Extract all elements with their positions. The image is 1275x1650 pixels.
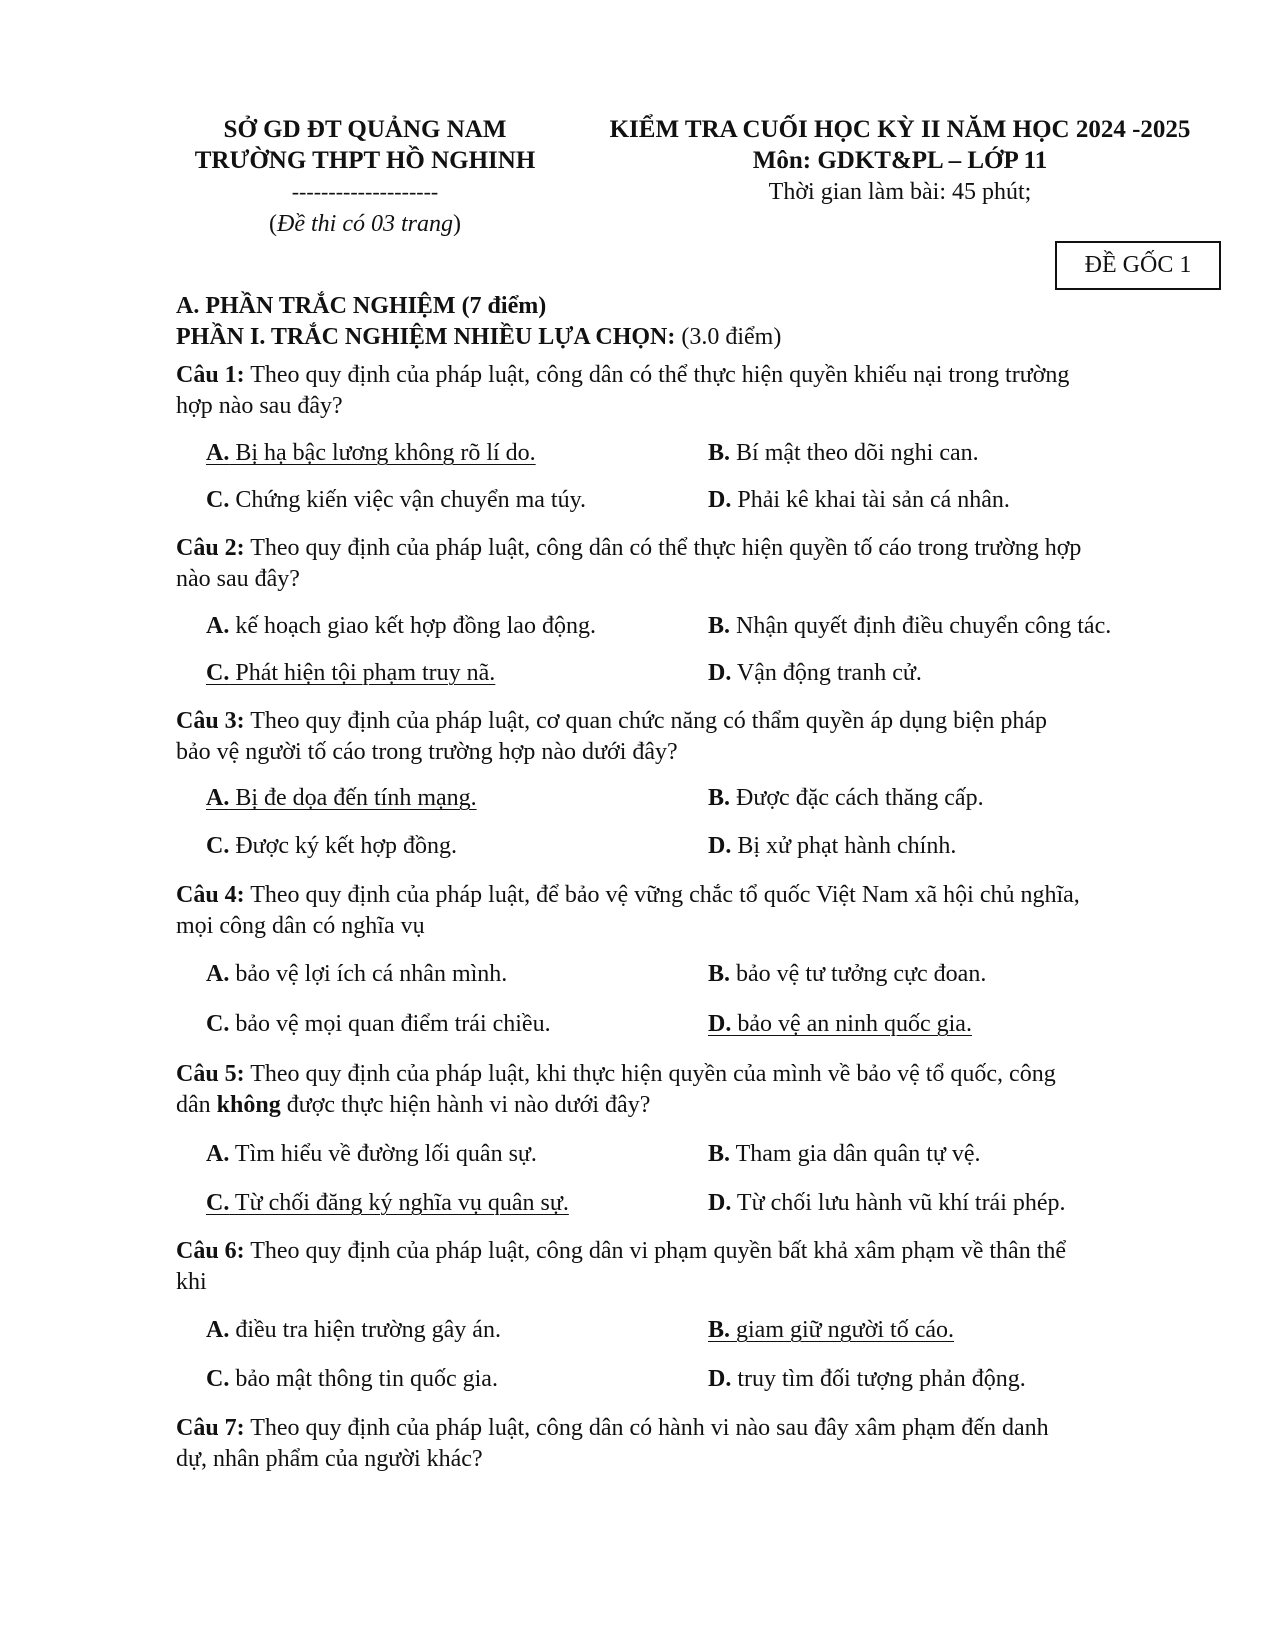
- q1-option-a[interactable]: A. Bị hạ bậc lương không rõ lí do.: [206, 440, 536, 466]
- q5-option-c[interactable]: C. Từ chối đăng ký nghĩa vụ quân sự.: [206, 1190, 569, 1216]
- part1-title: PHẦN I. TRẮC NGHIỆM NHIỀU LỰA CHỌN: (3.0 điểm): [176, 324, 782, 350]
- q4-option-c[interactable]: C. bảo vệ mọi quan điểm trái chiều.: [206, 1011, 551, 1037]
- question-1: Câu 1: Theo quy định của pháp luật, công dân có thể thực hiện quyền khiếu nại trong trường: [176, 362, 1070, 388]
- question-6: Câu 6: Theo quy định của pháp luật, công dân vi phạm quyền bất khả xâm phạm về thân thể: [176, 1238, 1067, 1264]
- q5-option-d[interactable]: D. Từ chối lưu hành vũ khí trái phép.: [708, 1190, 1066, 1216]
- question-4-cont: mọi công dân có nghĩa vụ: [176, 913, 425, 939]
- question-4: Câu 4: Theo quy định của pháp luật, để bảo vệ vững chắc tổ quốc Việt Nam xã hội chủ nghĩa,: [176, 882, 1080, 908]
- question-6-cont: khi: [176, 1269, 207, 1295]
- question-2-cont: nào sau đây?: [176, 566, 300, 592]
- q3-option-c[interactable]: C. Được ký kết hợp đồng.: [206, 833, 458, 859]
- header-divider: --------------------: [291, 179, 439, 204]
- question-3-cont: bảo vệ người tố cáo trong trường hợp nào dưới đây?: [176, 739, 678, 765]
- q4-option-b[interactable]: B. bảo vệ tư tưởng cực đoan.: [708, 961, 987, 987]
- q1-option-b[interactable]: B. Bí mật theo dõi nghi can.: [708, 440, 979, 466]
- question-7: Câu 7: Theo quy định của pháp luật, công dân có hành vi nào sau đây xâm phạm đến danh: [176, 1415, 1049, 1441]
- q6-option-d[interactable]: D. truy tìm đối tượng phản động.: [708, 1366, 1026, 1392]
- q2-option-d[interactable]: D. Vận động tranh cử.: [708, 660, 922, 686]
- q1-option-c[interactable]: C. Chứng kiến việc vận chuyển ma túy.: [206, 487, 587, 513]
- section-a-title: A. PHẦN TRẮC NGHIỆM (7 điểm): [176, 293, 547, 319]
- question-1-cont: hợp nào sau đây?: [176, 393, 343, 419]
- question-5: Câu 5: Theo quy định của pháp luật, khi thực hiện quyền của mình về bảo vệ tổ quốc, công: [176, 1061, 1056, 1087]
- q3-option-b[interactable]: B. Được đặc cách thăng cấp.: [708, 785, 984, 811]
- q3-option-a[interactable]: A. Bị đe dọa đến tính mạng.: [206, 785, 477, 811]
- question-3: Câu 3: Theo quy định của pháp luật, cơ quan chức năng có thẩm quyền áp dụng biện pháp: [176, 708, 1048, 734]
- q6-option-c[interactable]: C. bảo mật thông tin quốc gia.: [206, 1366, 498, 1392]
- q5-option-a[interactable]: A. Tìm hiểu về đường lối quân sự.: [206, 1141, 537, 1167]
- q1-option-d[interactable]: D. Phải kê khai tài sản cá nhân.: [708, 487, 1010, 513]
- q6-option-a[interactable]: A. điều tra hiện trường gây án.: [206, 1317, 501, 1343]
- q2-option-c[interactable]: C. Phát hiện tội phạm truy nã.: [206, 660, 496, 686]
- question-2: Câu 2: Theo quy định của pháp luật, công dân có thể thực hiện quyền tố cáo trong trường hợp: [176, 535, 1082, 561]
- q2-option-a[interactable]: A. kế hoạch giao kết hợp đồng lao động.: [206, 613, 596, 639]
- question-5-cont: dân không được thực hiện hành vi nào dưới đây?: [176, 1092, 651, 1118]
- page-count-note: (Đề thi có 03 trang): [269, 211, 461, 237]
- q5-option-b[interactable]: B. Tham gia dân quân tự vệ.: [708, 1141, 981, 1167]
- school-name: TRƯỜNG THPT HỒ NGHINH: [194, 147, 536, 174]
- q3-option-d[interactable]: D. Bị xử phạt hành chính.: [708, 833, 957, 859]
- q4-option-d[interactable]: D. bảo vệ an ninh quốc gia.: [708, 1011, 972, 1037]
- time-limit: Thời gian làm bài: 45 phút;: [768, 179, 1032, 205]
- q6-option-b[interactable]: B. giam giữ người tố cáo.: [708, 1317, 955, 1343]
- exam-title: KIỂM TRA CUỐI HỌC KỲ II NĂM HỌC 2024 -2025: [609, 116, 1191, 143]
- question-7-cont: dự, nhân phẩm của người khác?: [176, 1446, 483, 1472]
- department-name: SỞ GD ĐT QUẢNG NAM: [223, 116, 507, 143]
- q4-option-a[interactable]: A. bảo vệ lợi ích cá nhân mình.: [206, 961, 508, 987]
- q2-option-b[interactable]: B. Nhận quyết định điều chuyển công tác.: [708, 613, 1112, 639]
- exam-code-badge: ĐỀ GỐC 1: [1055, 241, 1221, 290]
- subject-line: Môn: GDKT&PL – LỚP 11: [752, 147, 1048, 174]
